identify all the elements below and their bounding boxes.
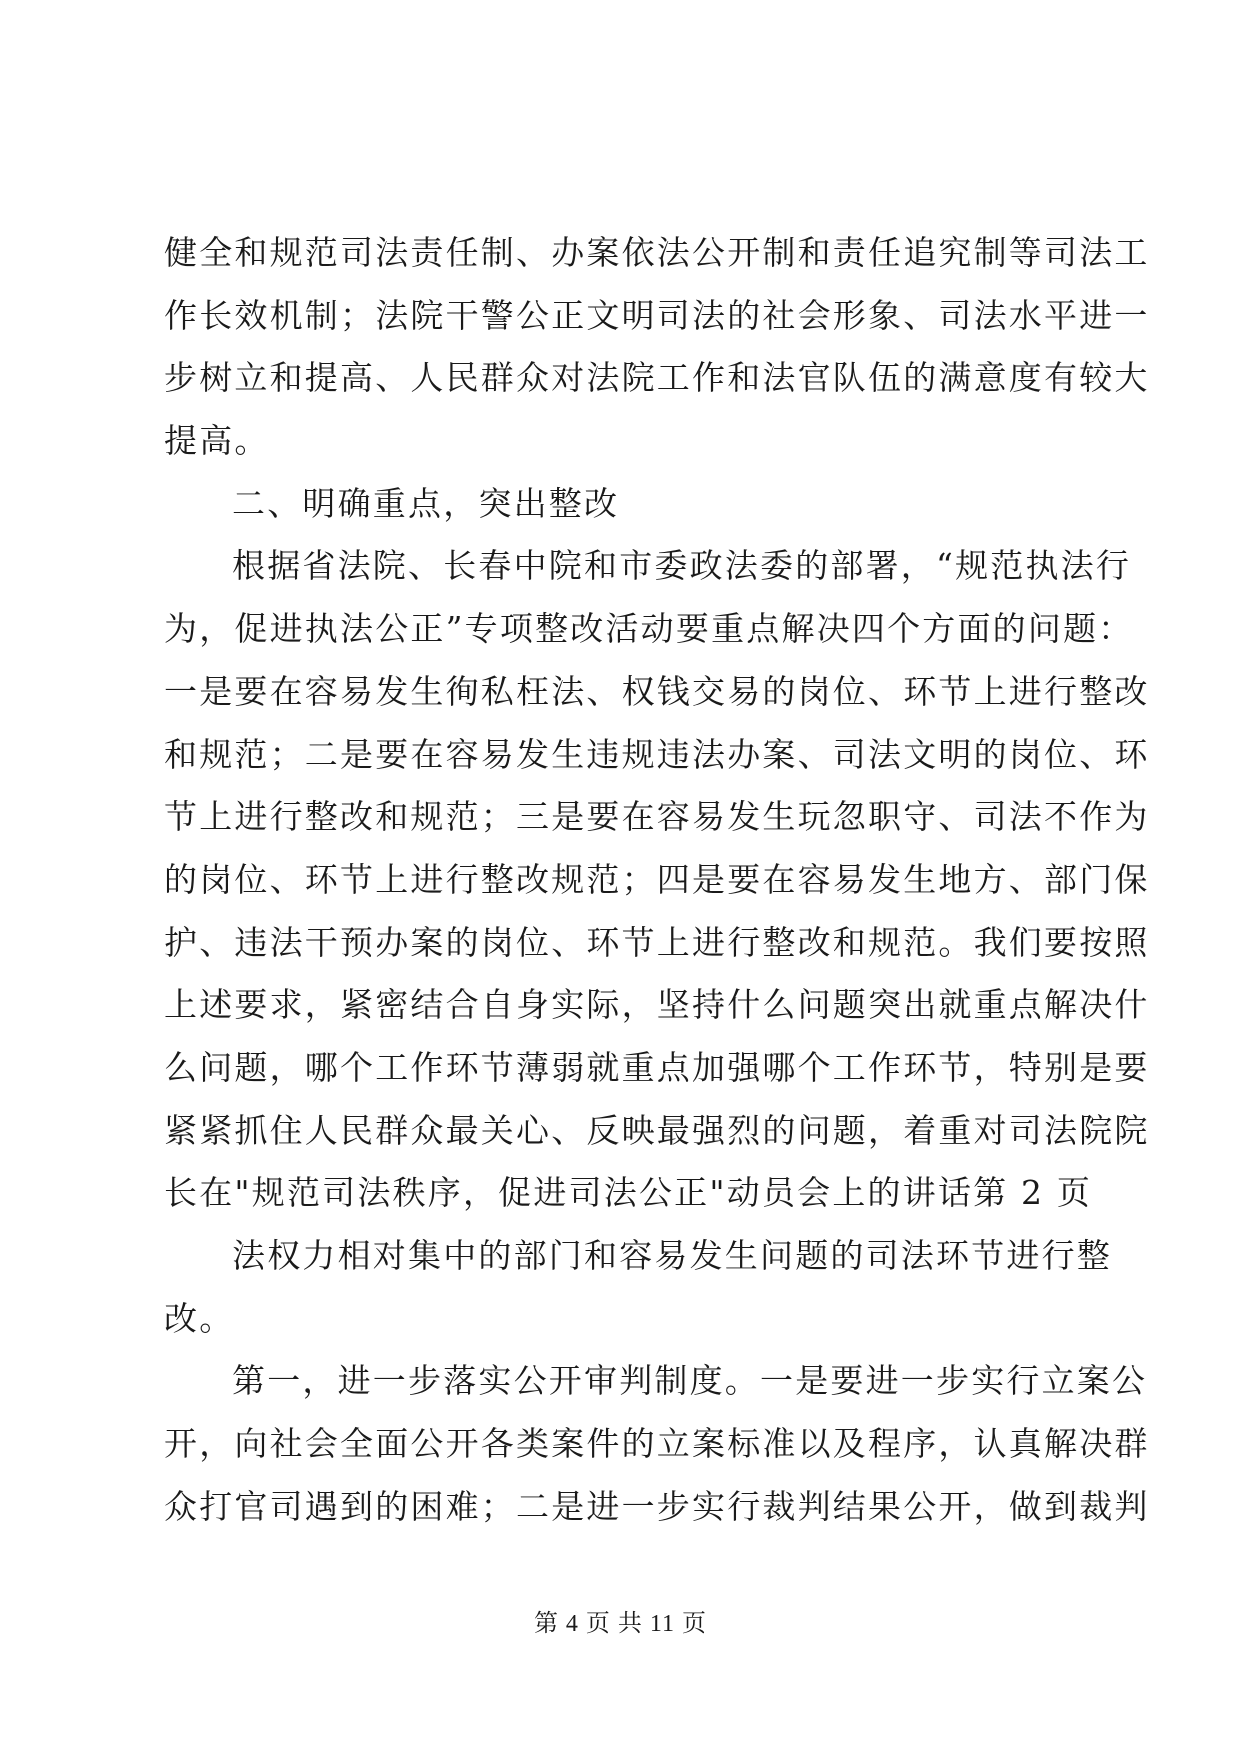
text-line: 第一，进一步落实公开审判制度。一是要进一步实行立案公: [232, 1361, 1148, 1401]
text-line: 根据省法院、长春中院和市委政法委的部署，“规范执法行: [232, 546, 1132, 586]
text-line: 的岗位、环节上进行整改规范；四是要在容易发生地方、部门保: [164, 859, 1150, 899]
text-line: 为，促进执法公正”专项整改活动要重点解决四个方面的问题：: [164, 609, 1134, 649]
text-line: 众打官司遇到的困难；二是进一步实行裁判结果公开，做到裁判: [164, 1486, 1150, 1526]
text-line: 一是要在容易发生徇私枉法、权钱交易的岗位、环节上进行整改: [164, 671, 1150, 711]
text-line: 开，向社会全面公开各类案件的立案标准以及程序，认真解决群: [164, 1424, 1150, 1464]
text-line: 长在"规范司法秩序，促进司法公正"动员会上的讲话第 2 页: [164, 1173, 1093, 1213]
text-line: 上述要求，紧密结合自身实际，坚持什么问题突出就重点解决什: [164, 985, 1150, 1025]
text-line: 步树立和提高、人民群众对法院工作和法官队伍的满意度有较大: [164, 358, 1150, 398]
page-number-footer: 第 4 页 共 11 页: [533, 1611, 708, 1637]
text-line: 么问题，哪个工作环节薄弱就重点加强哪个工作环节，特别是要: [164, 1047, 1150, 1087]
text-line: 和规范；二是要在容易发生违规违法办案、司法文明的岗位、环: [164, 734, 1150, 774]
section-heading: 二、明确重点，突出整改: [232, 483, 620, 523]
text-line: 护、违法干预办案的岗位、环节上进行整改和规范。我们要按照: [164, 922, 1150, 962]
text-line: 节上进行整改和规范；三是要在容易发生玩忽职守、司法不作为: [164, 797, 1150, 837]
text-line: 作长效机制；法院干警公正文明司法的社会形象、司法水平进一: [164, 295, 1150, 335]
text-line: 改。: [164, 1298, 235, 1338]
text-line: 紧紧抓住人民群众最关心、反映最强烈的问题，着重对司法院院: [164, 1110, 1150, 1150]
text-line: 健全和规范司法责任制、办案依法公开制和责任追究制等司法工: [164, 233, 1150, 272]
document-body: [164, 222, 1150, 1538]
text-line: 提高。: [164, 421, 270, 461]
text-line: 法权力相对集中的部门和容易发生问题的司法环节进行整: [232, 1236, 1112, 1275]
